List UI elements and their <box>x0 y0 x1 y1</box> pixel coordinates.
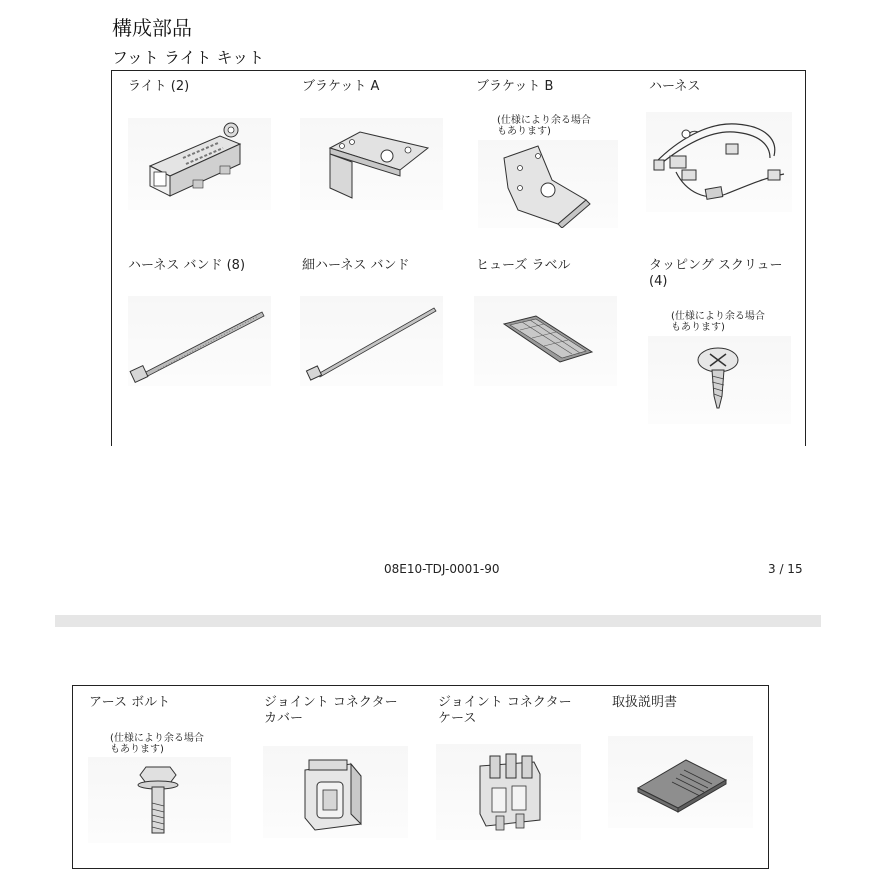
part-note-tapping-screw-1: (仕様により余る場合 <box>671 311 765 322</box>
part-label-connector-case-2: ケース <box>438 711 477 726</box>
document-code: 08E10-TDJ-0001-90 <box>384 562 500 576</box>
fuse-label-icon <box>474 296 617 386</box>
tapping-screw-icon <box>648 336 791 424</box>
light-unit-icon <box>128 118 271 210</box>
part-note-bracket-b-2: もあります) <box>497 126 551 137</box>
page-number: 3 / 15 <box>768 562 803 576</box>
page-separator <box>55 615 821 627</box>
part-label-connector-cover-1: ジョイント コネクター <box>264 695 398 710</box>
part-label-bracket-b: ブラケット B <box>476 79 554 94</box>
kit-name: フット ライト キット <box>112 48 265 67</box>
part-label-bracket-a: ブラケット A <box>302 79 380 94</box>
part-note-ground-bolt-2: もあります) <box>110 744 164 755</box>
part-label-tapping-screw-2: (4) <box>649 274 668 289</box>
part-label-harness: ハーネス <box>649 79 701 94</box>
part-label-light: ライト (2) <box>128 79 190 94</box>
connector-cover-icon <box>263 746 408 838</box>
part-label-connector-case-1: ジョイント コネクター <box>438 695 572 710</box>
bracket-a-icon <box>300 118 443 210</box>
section-title: 構成部品 <box>112 16 192 40</box>
part-note-bracket-b-1: (仕様により余る場合 <box>497 115 591 126</box>
part-note-tapping-screw-2: もあります) <box>671 322 725 333</box>
part-label-connector-cover-2: カバー <box>264 711 304 726</box>
part-label-thin-harness-band: 細ハーネス バンド <box>302 258 410 273</box>
cable-tie-icon <box>128 296 271 386</box>
part-label-harness-band: ハーネス バンド (8) <box>128 258 246 273</box>
part-label-ground-bolt: アース ボルト <box>89 695 171 710</box>
part-label-fuse-label: ヒューズ ラベル <box>476 258 571 273</box>
thin-cable-tie-icon <box>300 296 443 386</box>
bracket-b-icon <box>478 140 618 228</box>
manual-booklet-icon <box>608 736 753 828</box>
part-note-ground-bolt-1: (仕様により余る場合 <box>110 733 204 744</box>
connector-case-icon <box>436 744 581 840</box>
harness-icon <box>646 112 792 212</box>
ground-bolt-icon <box>88 757 231 843</box>
part-label-tapping-screw-1: タッピング スクリュー <box>649 258 783 273</box>
part-label-manual: 取扱説明書 <box>612 695 678 710</box>
